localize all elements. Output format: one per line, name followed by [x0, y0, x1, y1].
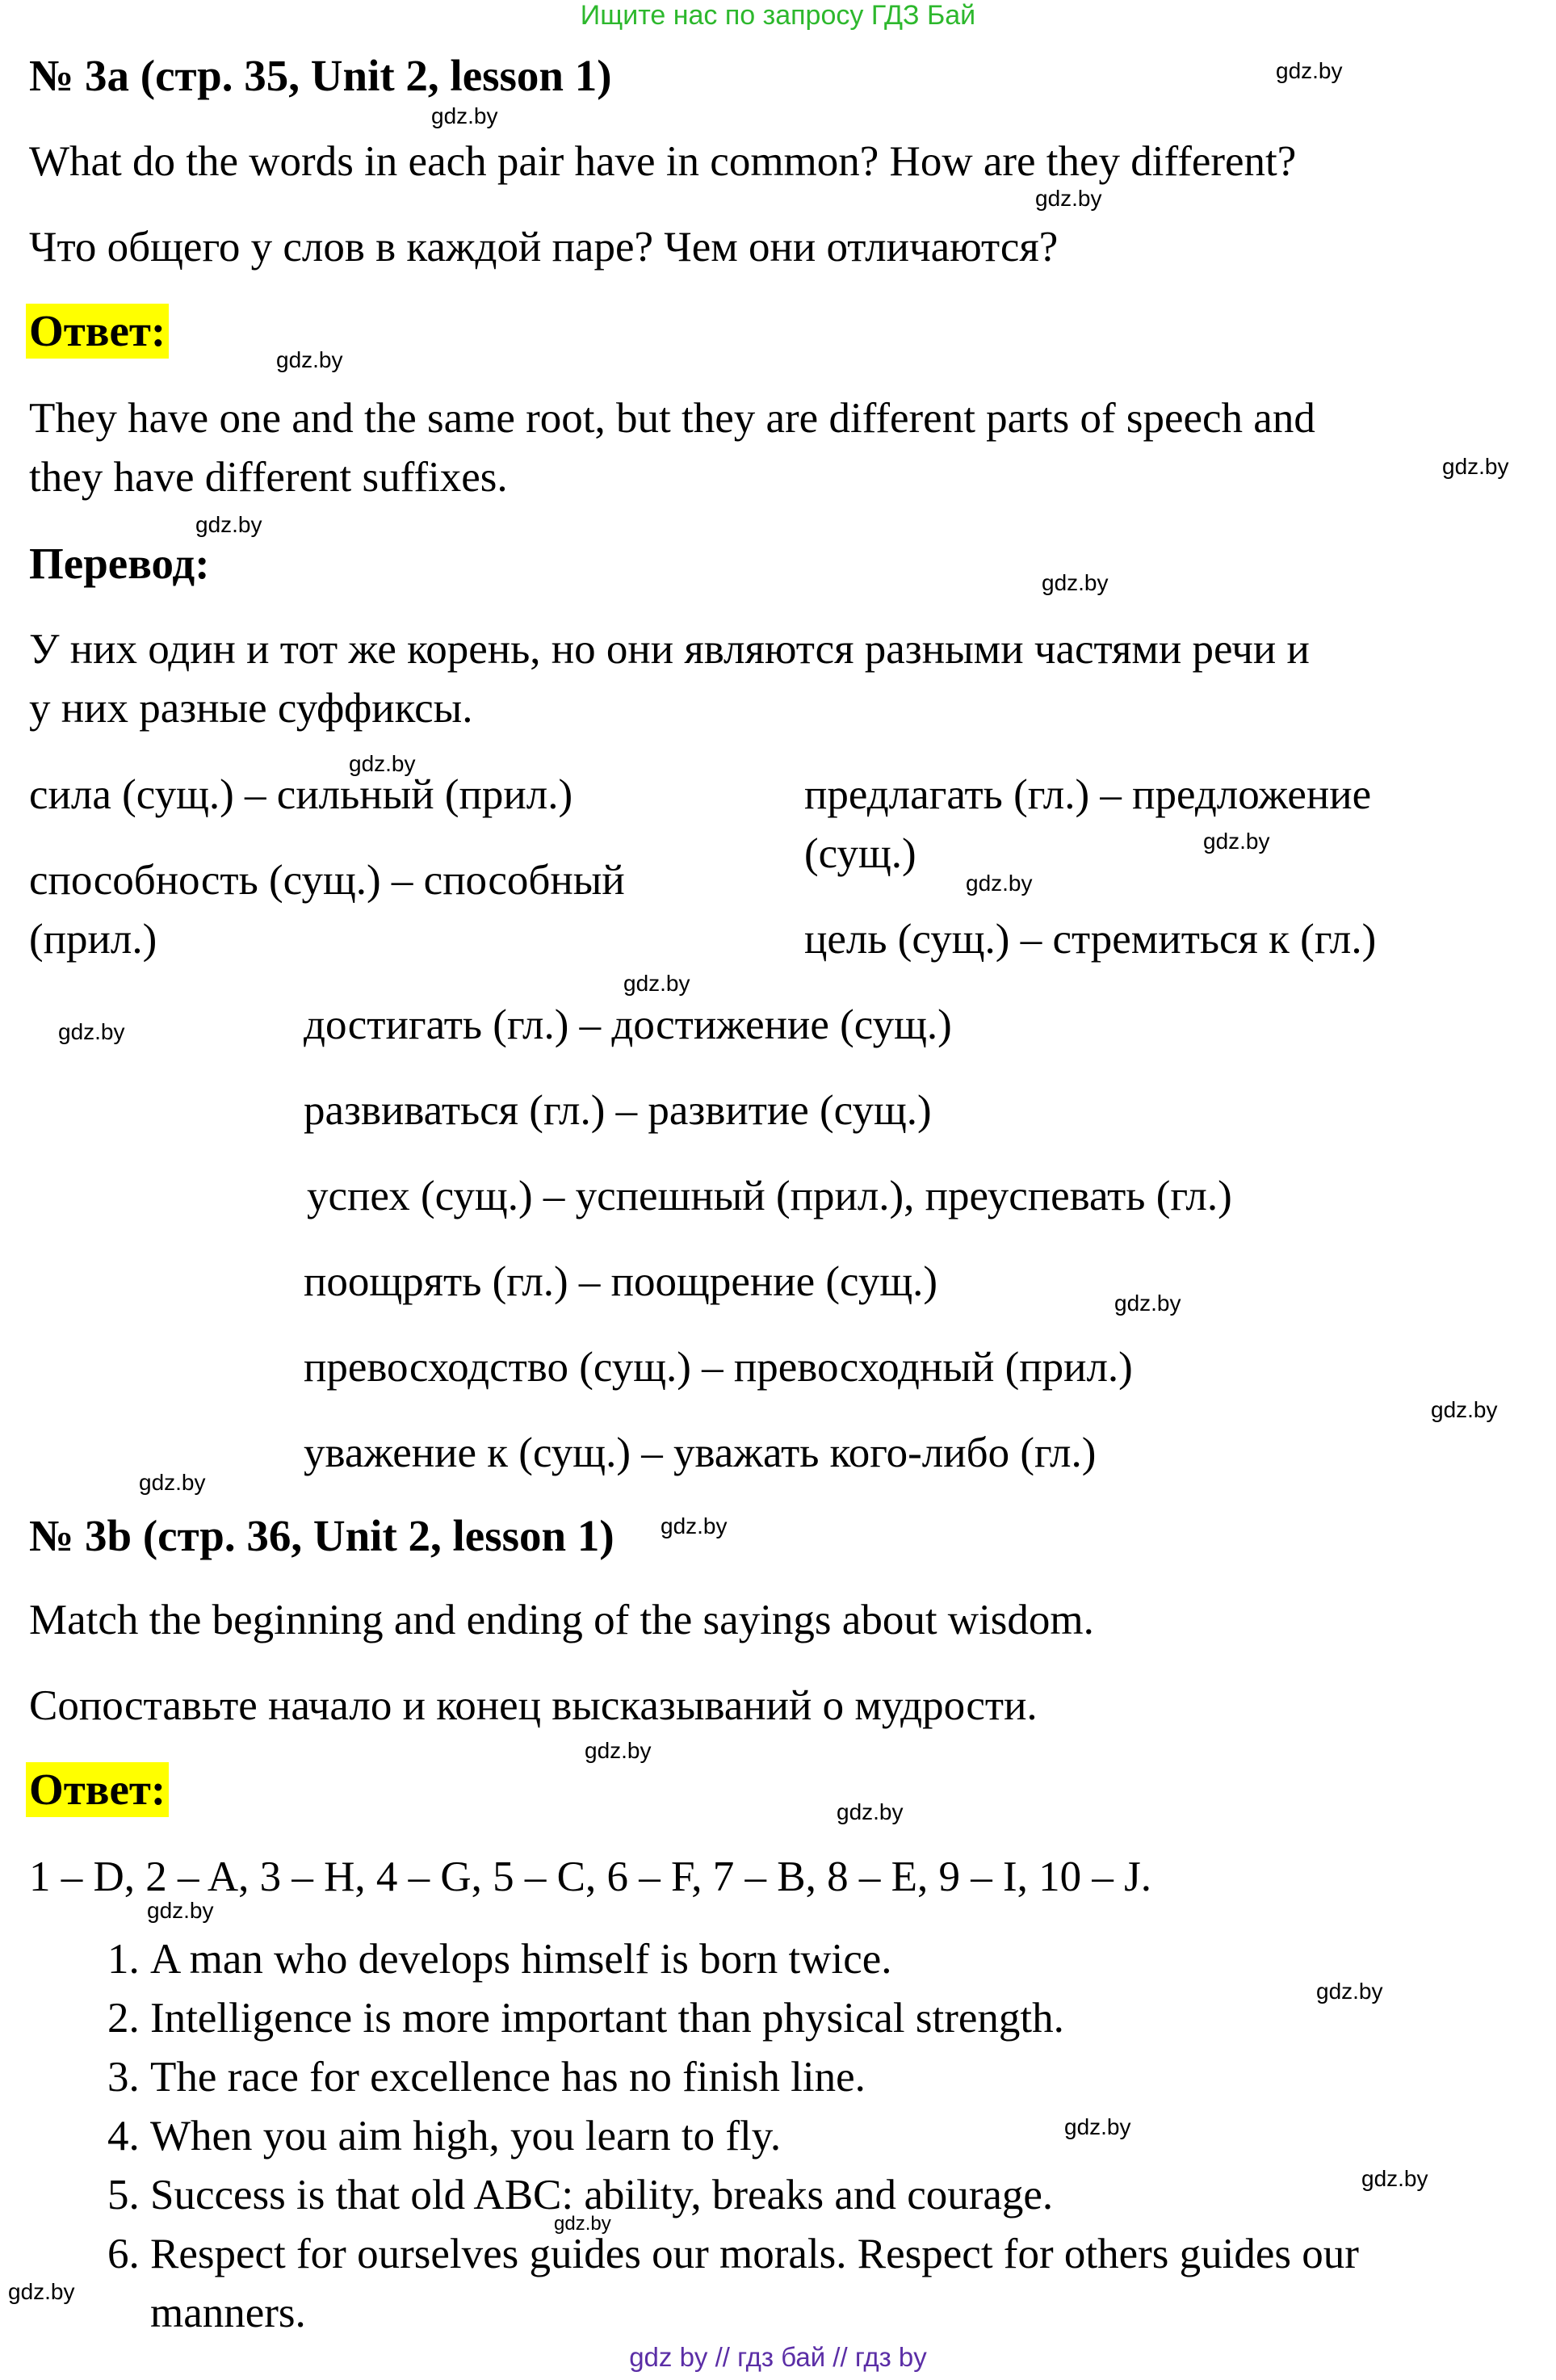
- saying-item: 3. The race for excellence has no finish line.: [150, 2048, 1523, 2107]
- watermark: gdz.by: [58, 1019, 125, 1044]
- watermark: gdz.by: [623, 971, 690, 996]
- pair-left-2-cont: (прил.): [29, 916, 157, 963]
- pair-center-1: достигать (гл.) – достижение (сущ.): [304, 1001, 952, 1048]
- saying-item: 1. A man who develops himself is born twice.: [150, 1930, 1523, 1989]
- saying-item: 6. Respect for ourselves guides our morals. Respect for others guides our manners.: [150, 2225, 1523, 2343]
- pair-right-2: цель (сущ.) – стремиться к (гл.): [804, 916, 1377, 963]
- saying-item: 4. When you aim high, you learn to fly.: [150, 2107, 1523, 2166]
- watermark: gdz.by: [1114, 1291, 1181, 1316]
- top-banner[interactable]: Ищите нас по запросу ГДЗ Бай: [580, 0, 976, 31]
- watermark: gdz.by: [1035, 186, 1102, 211]
- watermark: gdz.by: [195, 512, 262, 537]
- exercise-3b-answer-label: Ответ:: [26, 1762, 169, 1817]
- pair-center-3: успех (сущ.) – успешный (прил.), преуспевать (гл.): [307, 1173, 1232, 1219]
- watermark: gdz.by: [1431, 1397, 1498, 1422]
- watermark: gdz.by: [966, 871, 1033, 896]
- exercise-3b-answer-key: 1 – D, 2 – A, 3 – H, 4 – G, 5 – C, 6 – F, 7 – B, 8 – E, 9 – I, 10 – J.: [29, 1853, 1152, 1900]
- exercise-3a-translation-line-1: У них один и тот же корень, но они являются разными частями речи и: [29, 626, 1310, 673]
- footer-links[interactable]: gdz by // гдз бай // гдз by: [629, 2342, 927, 2372]
- watermark: gdz.by: [276, 347, 343, 372]
- watermark: gdz.by: [585, 1738, 652, 1763]
- watermark: gdz.by: [139, 1470, 206, 1495]
- exercise-3a-answer-label: Ответ:: [26, 304, 169, 359]
- pair-right-1: предлагать (гл.) – предложение: [804, 771, 1372, 818]
- pair-right-1-cont: (сущ.): [804, 830, 916, 877]
- pair-left-2: способность (сущ.) – способный: [29, 857, 625, 904]
- exercise-3b-task-en: Match the beginning and ending of the sayings about wisdom.: [29, 1597, 1094, 1643]
- watermark: gdz.by: [837, 1799, 904, 1824]
- exercise-3a-task-en: What do the words in each pair have in common? How are they different?: [29, 138, 1297, 185]
- watermark: gdz.by: [661, 1513, 728, 1538]
- exercise-3a-answer-line-2: they have different suffixes.: [29, 454, 508, 501]
- saying-item: 2. Intelligence is more important than physical strength.: [150, 1989, 1523, 2048]
- watermark: gdz.by: [1203, 829, 1270, 854]
- exercise-3a-translation-line-2: у них разные суффиксы.: [29, 685, 473, 732]
- watermark: gdz.by: [1442, 454, 1509, 479]
- pair-center-6: уважение к (сущ.) – уважать кого-либо (гл.): [304, 1429, 1097, 1476]
- watermark: gdz.by: [431, 103, 498, 128]
- pair-left-1: сила (сущ.) – сильный (прил.): [29, 771, 573, 818]
- watermark: gdz.by: [1316, 1979, 1383, 2004]
- watermark: gdz.by: [8, 2279, 75, 2304]
- watermark: gdz.by: [1276, 58, 1343, 83]
- watermark: gdz.by: [147, 1898, 214, 1923]
- watermark: gdz.by: [1042, 570, 1109, 595]
- saying-item: 5. Success is that old ABC: ability, breaks and courage.: [150, 2166, 1523, 2225]
- exercise-3b-heading: № 3b (стр. 36, Unit 2, lesson 1): [29, 1511, 614, 1560]
- watermark: gdz.by: [1361, 2166, 1428, 2191]
- watermark: gdz.by: [1064, 2114, 1131, 2139]
- exercise-3a-translation-label: Перевод:: [29, 539, 210, 588]
- exercise-3a-heading: № 3a (стр. 35, Unit 2, lesson 1): [29, 51, 612, 100]
- exercise-3a-task-ru: Что общего у слов в каждой паре? Чем они отличаются?: [29, 224, 1059, 271]
- pair-center-5: превосходство (сущ.) – превосходный (прил.): [304, 1344, 1133, 1391]
- pair-center-4: поощрять (гл.) – поощрение (сущ.): [304, 1258, 938, 1305]
- pair-center-2: развиваться (гл.) – развитие (сущ.): [304, 1087, 932, 1134]
- sayings-list: [81, 1930, 1523, 2343]
- exercise-3b-task-ru: Сопоставьте начало и конец высказываний о мудрости.: [29, 1682, 1038, 1729]
- watermark: gdz.by: [554, 2213, 611, 2235]
- exercise-3a-answer-line-1: They have one and the same root, but they are different parts of speech and: [29, 395, 1315, 442]
- watermark: gdz.by: [349, 751, 416, 776]
